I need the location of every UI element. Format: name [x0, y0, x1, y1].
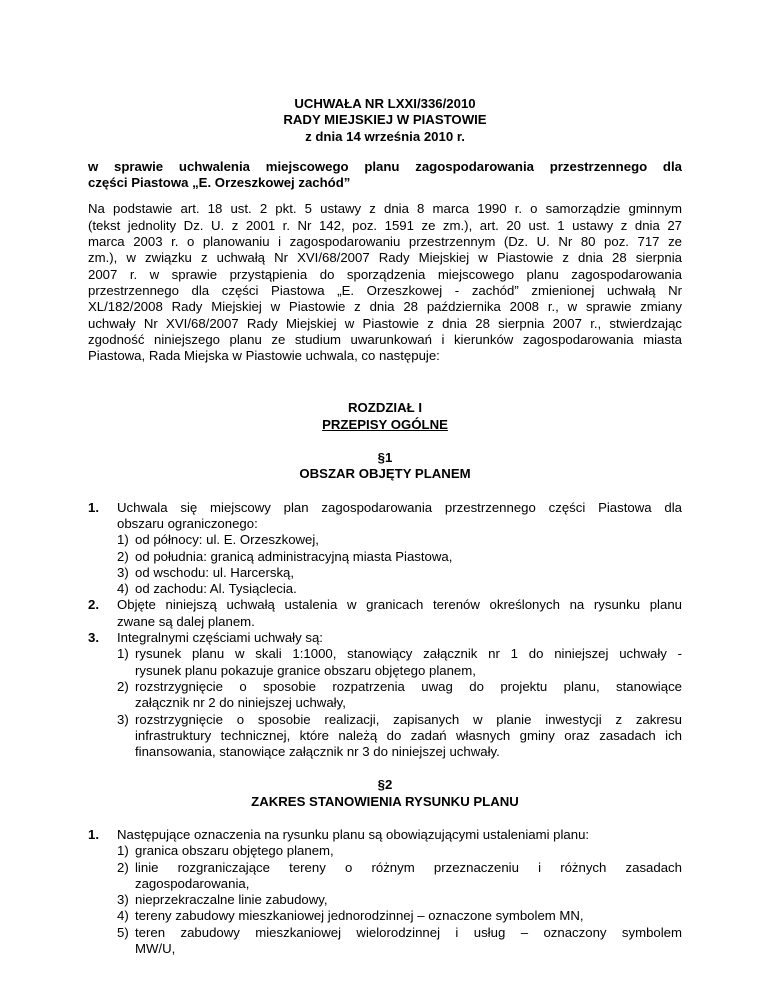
sub-item: 5) teren zabudowy mieszkaniowej wielorodzinnej i usług – oznaczony symbolem MW/U,: [117, 924, 682, 957]
chapter-number: ROZDZIAŁ I: [348, 400, 422, 416]
sub-item: 2) rozstrzygnięcie o sposobie rozpatrzenia uwag do projektu planu, stanowiące załącznik nr 2 do niniejszej uchwały,: [117, 678, 682, 711]
sub-item: 3) od wschodu: ul. Harcerską,: [117, 564, 295, 580]
document-page: [88, 96, 682, 957]
sub-item: 3) nieprzekraczalne linie zabudowy,: [117, 892, 328, 908]
resolution-title: UCHWAŁA NR LXXI/336/2010: [294, 96, 476, 111]
list-item: 1. Następujące oznaczenia na rysunku planu są obowiązującymi ustaleniami planu: 1) granica obszaru objętego planem, 2) linie rozgraniczające tereny o różnym przeznaczeniu i różnych zasadach zagospodarowania, 3) nieprzekraczalne linie zabudowy, 4) tereny zabudowy mieszkaniowej jednorodzinnej – oznaczone symbolem MN, 5) teren zabudowy mieszkaniowej wielorodzinnej i usług – oznaczony symbolem MW/U,: [88, 826, 682, 957]
sub-item: 4) od zachodu: Al. Tysiąclecia.: [117, 581, 297, 597]
section-1-sign: §1: [377, 450, 393, 466]
document-header: [88, 96, 682, 145]
list-item: 2. Objęte niniejszą uchwałą ustalenia w granicach terenów określonych na rysunku planu zwane są dalej planem.: [88, 597, 682, 629]
resolution-date: z dnia 14 września 2010 r.: [305, 128, 465, 144]
sub-item: 3) rozstrzygnięcie o sposobie realizacji, zapisanych w planie inwestycji z zakresu infrastruktury technicznej, które należą do zadań własnych gminy oraz zasadach ich finansowania, stanowiące załącznik nr 3 do niniejszej uchwały.: [117, 711, 682, 760]
section-1-heading: [88, 450, 682, 483]
sub-item: 1) od północy: ul. E. Orzeszkowej,: [117, 532, 319, 548]
sub-item: 1) rysunek planu w skali 1:1000, stanowiący załącznik nr 1 do niniejszej uchwały - rysunek planu pokazuje granice obszaru objętego planem,: [117, 646, 682, 678]
sub-item: 2) linie rozgraniczające tereny o różnym przeznaczeniu i różnych zasadach zagospodarowania,: [117, 859, 682, 891]
sub-item: 1) granica obszaru objętego planem,: [117, 843, 334, 859]
list-item: 1. Uchwala się miejscowy plan zagospodarowania przestrzennego części Piastowa dla obszaru ograniczonego: 1) od północy: ul. E. Orzeszkowej, 2) od południa: granicą administracyjną miasta Piastowa, 3) od wschodu: ul. Harcerską, 4) od zachodu: Al. Tysiąclecia.: [88, 499, 682, 597]
section-2-title: ZAKRES STANOWIENIA RYSUNKU PLANU: [251, 793, 519, 809]
sub-item: 2) od południa: granicą administracyjną miasta Piastowa,: [117, 548, 453, 564]
chapter-heading: [88, 400, 682, 433]
section-1-list: [88, 500, 682, 761]
section-2-list: [88, 827, 682, 957]
council-name: RADY MIEJSKIEJ W PIASTOWIE: [283, 112, 487, 128]
section-2-sign: §2: [377, 777, 393, 793]
sub-item: 4) tereny zabudowy mieszkaniowej jednorodzinnej – oznaczone symbolem MN,: [117, 908, 584, 924]
legal-basis-paragraph: Na podstawie art. 18 ust. 2 pkt. 5 ustawy z dnia 8 marca 1990 r. o samorządzie gminnym (tekst jednolity Dz. U. z 2001 r. Nr 142, poz. 1591 ze zm.), art. 20 ust. 1 ustawy z dnia 27 marca 2003 r. o planowaniu i zagospodarowaniu przestrzennym (Dz. U. Nr 80 poz. 717 ze zm.), w związku z uchwałą Nr XVI/68/2007 Rady Miejskiej w Piastowie z dnia 28 sierpnia 2007 r. w sprawie przystąpienia do sporządzenia miejscowego planu zagospodarowania przestrzennego dla części Piastowa „E. Orzeszkowej - zachód” zmienionej uchwałą Nr XL/182/2008 Rady Miejskiej w Piastowie z dnia 28 października 2008 r., w sprawie zmiany uchwały Nr XVI/68/2007 Rady Miejskiej w Piastowie z dnia 28 sierpnia 2007 r., stwierdzając zgodność niniejszego planu ze studium uwarunkowań i kierunków zagospodarowania miasta Piastowa, Rada Miejska w Piastowie uchwala, co następuje:: [88, 201, 682, 364]
section-2-heading: [88, 777, 682, 810]
section-1-title: OBSZAR OBJĘTY PLANEM: [299, 466, 471, 482]
chapter-title: PRZEPISY OGÓLNE: [322, 416, 448, 432]
resolution-subject: w sprawie uchwalenia miejscowego planu zagospodarowania przestrzennego dla części Piastowa „E. Orzeszkowej zachód”: [88, 158, 682, 191]
list-item: 3. Integralnymi częściami uchwały są: 1) rysunek planu w skali 1:1000, stanowiący załącznik nr 1 do niniejszej uchwały - rysunek planu pokazuje granice obszaru objętego planem, 2) rozstrzygnięcie o sposobie rozpatrzenia uwag do projektu planu, stanowiące załącznik nr 2 do niniejszej uchwały, 3) rozstrzygnięcie o sposobie realizacji, zapisanych w planie inwestycji z zakresu infrastruktury technicznej, które należą do zadań własnych gminy oraz zasadach ich finansowania, stanowiące załącznik nr 3 do niniejszej uchwały.: [88, 630, 682, 760]
